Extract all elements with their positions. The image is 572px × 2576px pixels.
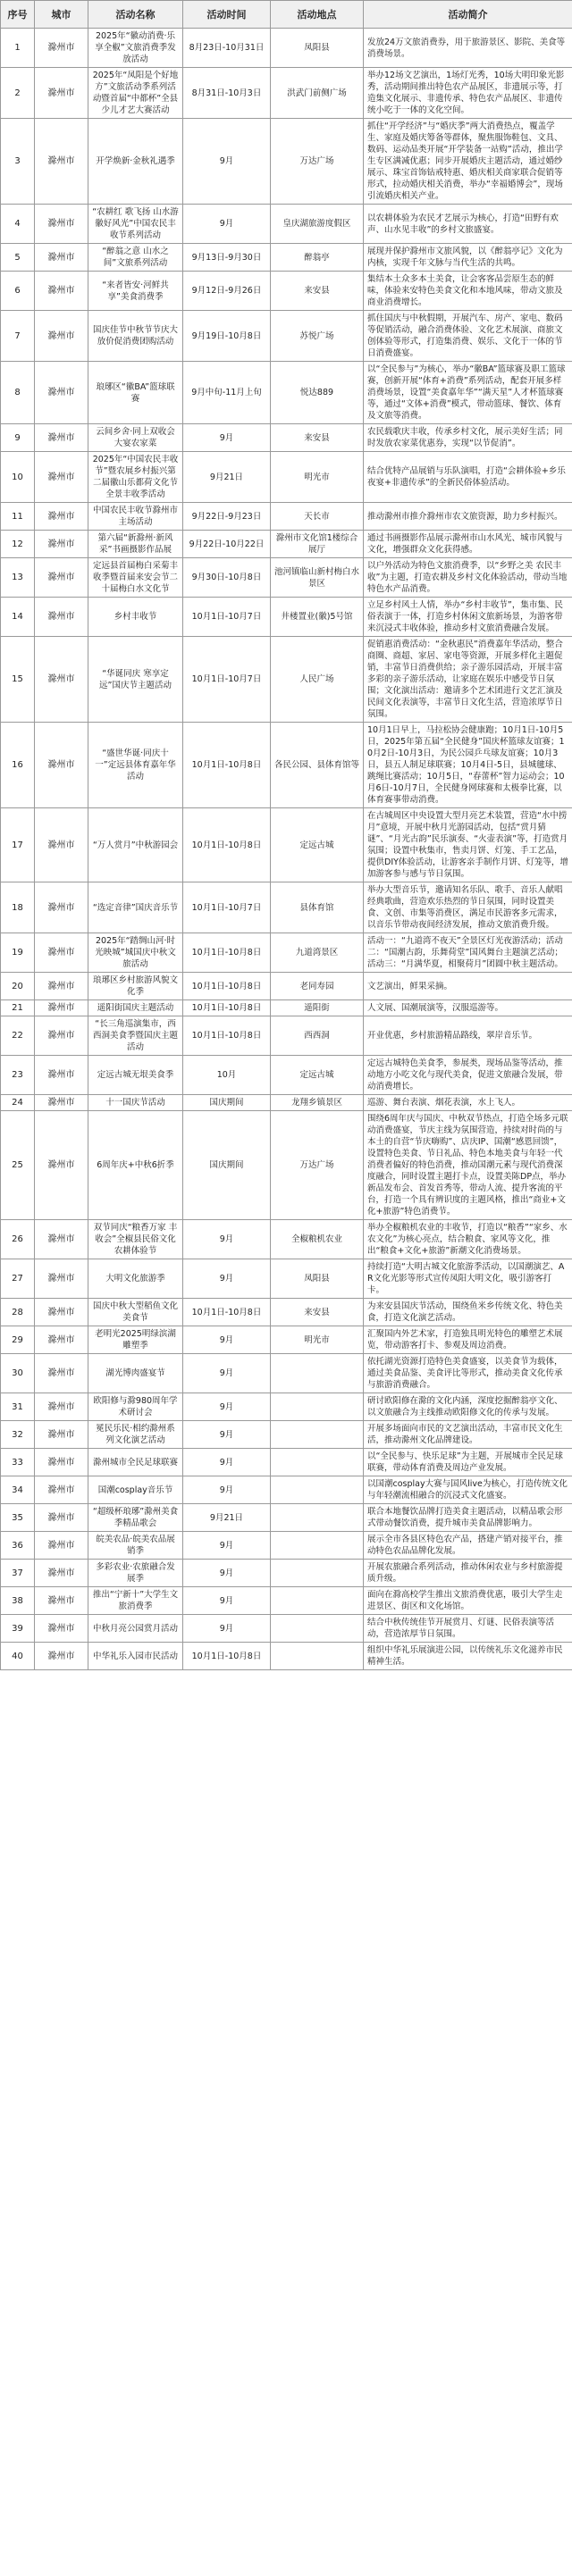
row-activity-place: 天长市 (271, 503, 364, 531)
row-city: 滁州市 (35, 882, 88, 933)
row-number: 21 (1, 1000, 35, 1016)
row-activity-name: “来者皆安·河鲜共享”美食消费季 (88, 272, 183, 311)
row-activity-name: 推出“宁新十”大学生文旅消费季 (88, 1587, 183, 1615)
row-activity-name: 十一国庆节活动 (88, 1095, 183, 1111)
table-row (1, 808, 572, 882)
row-number: 22 (1, 1016, 35, 1056)
row-activity-time: 10月1日-10月8日 (183, 1299, 271, 1326)
row-activity-time: 9月 (183, 1393, 271, 1421)
row-number: 4 (1, 205, 35, 244)
row-number: 1 (1, 29, 35, 68)
row-activity-time: 9月21日 (183, 1504, 271, 1532)
row-city: 滁州市 (35, 1000, 88, 1016)
row-number: 39 (1, 1615, 35, 1643)
table-row (1, 1354, 572, 1393)
row-activity-desc: 抓住国庆与中秋假期，开展汽车、房产、家电、数码等促销活动，融合消费体验、文化艺术展演、商旅文创体验等形式，打造集消费、娱乐、文化于一体的节日消费盛宴。 (364, 311, 572, 362)
row-city: 滁州市 (35, 973, 88, 1000)
row-activity-desc: 展示全市各县区特色农产品，搭建产销对接平台，推动特色农品品牌化发展。 (364, 1532, 572, 1560)
table-body (1, 29, 572, 1670)
row-activity-desc: 依托湖光资源打造特色美食盛宴，以美食节为载体，通过美食品鉴、美食评比等形式，推动美食文化传承与旅游消费融合。 (364, 1354, 572, 1393)
table-row (1, 598, 572, 637)
table-row (1, 1326, 572, 1354)
table-row (1, 1393, 572, 1421)
row-activity-desc: 巡游、舞台表演、烟花表演，水上飞人。 (364, 1095, 572, 1111)
row-activity-time: 9月30日-10月8日 (183, 558, 271, 598)
table-row (1, 531, 572, 558)
row-activity-time: 9月 (183, 1476, 271, 1504)
row-activity-desc: 以户外活动为特色文旅消费季，以“乡野之美 农民丰收”为主题，打造农耕及乡村文化体验活动，带动当地特色水产品消费。 (364, 558, 572, 598)
row-activity-desc: 为来安县国庆节活动，围绕鱼米乡传统文化、特色美食，打造文化演艺活动。 (364, 1299, 572, 1326)
row-city: 滁州市 (35, 1615, 88, 1643)
row-number: 7 (1, 311, 35, 362)
row-activity-name: 老明光2025明绿滨湖雕塑季 (88, 1326, 183, 1354)
row-number: 31 (1, 1393, 35, 1421)
row-city: 滁州市 (35, 1643, 88, 1670)
row-activity-desc: 10月1日早上，马拉松协会健康跑；10月1日-10月5日，2025年第五届“全民健身”国庆杯篮球友谊赛；10月2日-10月3日，为民公园乒乓球友谊赛；10月3日，县五人制足球联赛；10月4日-5日，县城毽球、跳绳比赛活动；10月5日，“春蕾杯”智力运动会；10月6日-10月7日，全民健身网球赛和太极拳比赛，以体育赛事带动消费。 (364, 723, 572, 808)
row-number: 19 (1, 933, 35, 973)
row-city: 滁州市 (35, 1476, 88, 1504)
row-city: 滁州市 (35, 1111, 88, 1220)
row-activity-place: 醉翁亭 (271, 244, 364, 272)
row-activity-time: 10月1日-10月7日 (183, 598, 271, 637)
row-activity-desc: 促销惠消费活动：“金秋惠民”消费嘉年华活动，整合商圈、商超、家居、家电等资源，开展多样化主题促销，丰富节日消费供给；亲子游乐园活动，开展丰富多彩的亲子游乐活动，让家庭在娱乐中感受节日氛围；文化演出活动：邀请多个艺术团进行文艺汇演及民间文化表演等，丰富节日文化生活，营造浓厚节日氛围。 (364, 637, 572, 723)
row-city: 滁州市 (35, 1393, 88, 1421)
row-number: 28 (1, 1299, 35, 1326)
row-activity-name: 中华礼乐入园市民活动 (88, 1643, 183, 1670)
row-activity-desc: 汇聚国内外艺术家，打造独具明光特色的雕塑艺术展览，带动游客打卡、参观及周边消费。 (364, 1326, 572, 1354)
table-row (1, 973, 572, 1000)
row-activity-time: 10月1日-10月8日 (183, 808, 271, 882)
row-activity-name: 大明文化旅游季 (88, 1259, 183, 1299)
table-row (1, 29, 572, 68)
table-row (1, 1504, 572, 1532)
row-number: 36 (1, 1532, 35, 1560)
table-row (1, 244, 572, 272)
header-name: 活动名称 (88, 1, 183, 29)
row-activity-place (271, 1449, 364, 1476)
row-number: 23 (1, 1056, 35, 1095)
row-number: 8 (1, 362, 35, 424)
header-no: 序号 (1, 1, 35, 29)
row-number: 13 (1, 558, 35, 598)
header-place: 活动地点 (271, 1, 364, 29)
row-number: 9 (1, 424, 35, 452)
table-row (1, 452, 572, 503)
row-activity-name: 皖美农品·皖美农品展销季 (88, 1532, 183, 1560)
row-city: 滁州市 (35, 933, 88, 973)
row-activity-place: 定远古城 (271, 808, 364, 882)
table-row (1, 1220, 572, 1259)
row-number: 14 (1, 598, 35, 637)
row-activity-place: 各民公园、县体育馆等 (271, 723, 364, 808)
row-activity-time: 9月12日-9月26日 (183, 272, 271, 311)
row-activity-time: 9月 (183, 1615, 271, 1643)
row-activity-time: 10月1日-10月8日 (183, 973, 271, 1000)
row-city: 滁州市 (35, 531, 88, 558)
header-city: 城市 (35, 1, 88, 29)
row-activity-desc: 通过书画摄影作品展示滁州市山水风光、城市风貌与文化，增强群众文化获得感。 (364, 531, 572, 558)
row-activity-time: 8月31日-10月3日 (183, 68, 271, 119)
row-city: 滁州市 (35, 1560, 88, 1587)
row-activity-name: 开学焕新·金秋礼遇季 (88, 119, 183, 205)
table-row (1, 119, 572, 205)
row-activity-desc: 农民载歌庆丰收，传承乡村文化，展示美好生活；同时发放农家菜优惠券，实现“以节促消”。 (364, 424, 572, 452)
row-activity-place: 皇庆湖旅游度假区 (271, 205, 364, 244)
row-activity-name: “华诞同庆 寒享定远”国庆节主题活动 (88, 637, 183, 723)
row-activity-place: 悦达889 (271, 362, 364, 424)
row-activity-desc: 展现并保护滁州市文旅风貌，以《醉翁亭记》文化为内核，实现千年文脉与当代生活的共鸣。 (364, 244, 572, 272)
table-row (1, 1000, 572, 1016)
row-activity-name: 中秋月亮公园赏月活动 (88, 1615, 183, 1643)
row-activity-name: “选定音律”国庆音乐节 (88, 882, 183, 933)
row-activity-desc: 文艺演出，鲜果采摘。 (364, 973, 572, 1000)
row-city: 滁州市 (35, 311, 88, 362)
table-row (1, 1421, 572, 1449)
row-number: 25 (1, 1111, 35, 1220)
row-activity-time: 9月 (183, 1421, 271, 1449)
row-activity-time: 9月21日 (183, 452, 271, 503)
row-activity-desc: 联合本地餐饮品牌打造美食主题活动，以精品歌会形式带动餐饮消费，提升城市美食品牌影响力。 (364, 1504, 572, 1532)
table-row (1, 1056, 572, 1095)
row-activity-time: 9月 (183, 1449, 271, 1476)
row-activity-name: 国庆佳节中秋节节庆大放价促消费团购活动 (88, 311, 183, 362)
row-activity-name: “农耕红 歌飞扬 山水游徽好风光”中国农民丰收节系列活动 (88, 205, 183, 244)
table-row (1, 1016, 572, 1056)
row-activity-desc: 以农耕体验为农民才艺展示为核心，打造“田野有欢声、山水见丰收”的乡村文旅盛宴。 (364, 205, 572, 244)
row-activity-name: “超级杯琅琊”滁州美食季精品歌会 (88, 1504, 183, 1532)
row-number: 3 (1, 119, 35, 205)
row-activity-place (271, 1560, 364, 1587)
table-row (1, 1615, 572, 1643)
table-row (1, 933, 572, 973)
row-city: 滁州市 (35, 723, 88, 808)
row-activity-name: 多彩农业·农旅融合发展季 (88, 1560, 183, 1587)
row-activity-name: 2025年“凤阳是个好地方”文旅活动季系列活动暨首届“中都杯”全县少儿才艺大赛活动 (88, 68, 183, 119)
row-activity-place: 明光市 (271, 1326, 364, 1354)
row-activity-desc: 定远古城特色美食季，参展类，现场品鉴等活动，推动地方小吃文化与现代美食，促进文旅融合发展，带动消费增长。 (364, 1056, 572, 1095)
row-activity-place: 老同寿园 (271, 973, 364, 1000)
row-activity-place: 人民广场 (271, 637, 364, 723)
row-activity-time: 10月1日-10月8日 (183, 1643, 271, 1670)
row-activity-time: 9月22日-9月23日 (183, 503, 271, 531)
table-row (1, 205, 572, 244)
row-activity-desc: 结合中秋传统佳节开展赏月、灯谜、民俗表演等活动，营造浓厚节日氛围。 (364, 1615, 572, 1643)
row-city: 滁州市 (35, 1421, 88, 1449)
row-activity-time: 10月1日-10月7日 (183, 882, 271, 933)
row-number: 32 (1, 1421, 35, 1449)
row-activity-time: 10月1日-10月8日 (183, 723, 271, 808)
row-city: 滁州市 (35, 1220, 88, 1259)
row-activity-desc: 以“全民参与”为核心，举办“徽BA”篮球赛及职工篮球赛，创新开展“体育+消费”系列活动，配套开展多样消费场景，设置“美食嘉年华”“满天星”人才杯篮球赛等，通过“文体+消费”模式，带动篮球、餐饮、体育及文旅等消费。 (364, 362, 572, 424)
row-number: 37 (1, 1560, 35, 1587)
row-activity-name: 湖光博肉盛宴节 (88, 1354, 183, 1393)
row-number: 15 (1, 637, 35, 723)
row-activity-desc: 集结本土众多本土美食，让会客客品尝原生态的鲜味，体验来安特色美食文化和本地风味，带动文旅及商业消费增长。 (364, 272, 572, 311)
row-activity-time: 10月1日-10月8日 (183, 1016, 271, 1056)
row-activity-place: 明光市 (271, 452, 364, 503)
row-city: 滁州市 (35, 637, 88, 723)
row-activity-name: 遥阳街国庆主题活动 (88, 1000, 183, 1016)
row-city: 滁州市 (35, 1587, 88, 1615)
row-activity-place: 来安县 (271, 272, 364, 311)
table-row (1, 1643, 572, 1670)
row-activity-desc: 持续打造“大明古城文化旅游季活动，以国潮演艺、AR文化光影等形式宣传凤阳大明文化，吸引游客打卡。 (364, 1259, 572, 1299)
table-row (1, 1532, 572, 1560)
row-activity-place: 万达广场 (271, 1111, 364, 1220)
row-activity-name: 第六届“新滁州·新风采”书画摄影作品展 (88, 531, 183, 558)
row-number: 35 (1, 1504, 35, 1532)
row-city: 滁州市 (35, 1532, 88, 1560)
table-row (1, 882, 572, 933)
row-city: 滁州市 (35, 598, 88, 637)
row-city: 滁州市 (35, 1095, 88, 1111)
row-city: 滁州市 (35, 1259, 88, 1299)
row-activity-time: 9月19日-10月8日 (183, 311, 271, 362)
table-row (1, 503, 572, 531)
row-activity-place: 九道湾景区 (271, 933, 364, 973)
row-activity-desc: 开展多场面向市民的文艺演出活动，丰富市民文化生活，推动滁州文化品牌建设。 (364, 1421, 572, 1449)
row-activity-desc: 面向在滁高校学生推出文旅消费优惠，吸引大学生走进景区、街区和文化场馆。 (364, 1587, 572, 1615)
row-city: 滁州市 (35, 119, 88, 205)
table-row (1, 424, 572, 452)
row-activity-place (271, 1643, 364, 1670)
row-number: 2 (1, 68, 35, 119)
row-activity-time: 10月 (183, 1056, 271, 1095)
row-activity-time: 9月 (183, 424, 271, 452)
row-activity-place: 池河镇临山新村梅白水景区 (271, 558, 364, 598)
row-number: 38 (1, 1587, 35, 1615)
table-row (1, 1259, 572, 1299)
row-activity-time: 国庆期间 (183, 1111, 271, 1220)
row-activity-name: 滁州城市全民足球联赛 (88, 1449, 183, 1476)
row-activity-time: 9月 (183, 1532, 271, 1560)
row-number: 30 (1, 1354, 35, 1393)
row-activity-name: 2025年“徽动消费·乐享全椒”文旅消费季发放活动 (88, 29, 183, 68)
row-activity-place: 洪武门前侧广场 (271, 68, 364, 119)
row-activity-time: 10月1日-10月8日 (183, 933, 271, 973)
row-activity-name: 国庆中秋大型稻鱼文化美食节 (88, 1299, 183, 1326)
row-activity-desc: 开业优惠，乡村旅游精品路线，翠岸音乐节。 (364, 1016, 572, 1056)
row-city: 滁州市 (35, 244, 88, 272)
row-activity-place: 西西洞 (271, 1016, 364, 1056)
row-city: 滁州市 (35, 1016, 88, 1056)
row-activity-place: 井楼置业(徽)5号馆 (271, 598, 364, 637)
row-activity-place: 凤阳县 (271, 29, 364, 68)
row-number: 5 (1, 244, 35, 272)
row-activity-place: 凤阳县 (271, 1259, 364, 1299)
header-desc: 活动简介 (364, 1, 572, 29)
row-city: 滁州市 (35, 452, 88, 503)
row-number: 6 (1, 272, 35, 311)
row-activity-time: 10月1日-10月7日 (183, 637, 271, 723)
row-activity-time: 9月 (183, 1326, 271, 1354)
table-row (1, 68, 572, 119)
table-row (1, 272, 572, 311)
row-activity-time: 9月 (183, 1220, 271, 1259)
row-city: 滁州市 (35, 808, 88, 882)
row-city: 滁州市 (35, 205, 88, 244)
row-city: 滁州市 (35, 1299, 88, 1326)
row-activity-time: 9月13日-9月30日 (183, 244, 271, 272)
row-number: 34 (1, 1476, 35, 1504)
table-row (1, 1299, 572, 1326)
row-activity-desc: 开展农旅融合系列活动，推动休闲农业与乡村旅游提质升级。 (364, 1560, 572, 1587)
row-activity-desc: 推动滁州市推介滁州市农文旅资源，助力乡村振兴。 (364, 503, 572, 531)
row-activity-time: 9月 (183, 1259, 271, 1299)
row-activity-name: “长三角巡演集市，西西洞美食季暨国庆主题活动 (88, 1016, 183, 1056)
row-activity-time: 9月中旬-11月上旬 (183, 362, 271, 424)
row-activity-desc: 以“全民参与、快乐足球”为主题，开展城市全民足球联赛，带动体育消费及周边产业发展。 (364, 1449, 572, 1476)
row-activity-desc: 立足乡村风土人情，举办“乡村丰收节”，集市集、民俗表演于一体，打造乡村休闲文旅新场景，为游客带来沉浸式丰收体验，推动乡村文旅消费融合发展。 (364, 598, 572, 637)
row-activity-name: 琅琊区“徽BA”篮球联赛 (88, 362, 183, 424)
row-activity-place (271, 1587, 364, 1615)
row-activity-place (271, 1393, 364, 1421)
row-number: 10 (1, 452, 35, 503)
row-activity-place: 万达广场 (271, 119, 364, 205)
row-activity-place (271, 1421, 364, 1449)
row-activity-place (271, 1615, 364, 1643)
row-city: 滁州市 (35, 1326, 88, 1354)
table-row (1, 637, 572, 723)
table-row (1, 311, 572, 362)
table-row (1, 1476, 572, 1504)
row-activity-desc: 举办大型音乐节，邀请知名乐队、歌手、音乐人献唱经典歌曲，营造欢乐热烈的节日氛围，同时设置美食、文创、市集等消费区，满足市民游客多元需求，以音乐节带动夜间经济发展，推动文旅消费升级。 (364, 882, 572, 933)
row-activity-time: 9月 (183, 1587, 271, 1615)
table-row (1, 1587, 572, 1615)
row-number: 40 (1, 1643, 35, 1670)
row-activity-desc: 围绕6周年庆与国庆、中秋双节热点，打造全场多元联动消费盛宴，节庆主线为氛围营造，持续对时尚的与本土的自营“节庆嗨购”、店庆IP、国潮“感恩回馈”，设置特色美食、节日礼品、特色本地美食与年轻一代消费者偏好的特色消费，推动国潮元素与现代消费深度融合，同时设置主题打卡点，设置美陈DP点，举办新品发布会、首发首秀等，带动人流、提升客流的平台，打造一个具有辨识度的主题风格，推出“商业+文化+旅游”特色消费节。 (364, 1111, 572, 1220)
row-activity-place: 龙翔乡镇景区 (271, 1095, 364, 1111)
row-activity-place (271, 1476, 364, 1504)
row-activity-name: 定远县首届梅白采菊丰收季暨首届来安会节二十届梅白水文化节 (88, 558, 183, 598)
row-activity-place: 来安县 (271, 1299, 364, 1326)
row-number: 12 (1, 531, 35, 558)
table-row (1, 1449, 572, 1476)
row-activity-place (271, 1532, 364, 1560)
row-activity-time: 9月 (183, 119, 271, 205)
row-city: 滁州市 (35, 558, 88, 598)
row-city: 滁州市 (35, 68, 88, 119)
row-city: 滁州市 (35, 362, 88, 424)
row-activity-name: 冕民乐民·相约滁州系列文化演艺活动 (88, 1421, 183, 1449)
row-activity-name: 欧阳修与滁980周年学术研讨会 (88, 1393, 183, 1421)
row-activity-desc: 组织中华礼乐展演进公园，以传统礼乐文化滋养市民精神生活。 (364, 1643, 572, 1670)
row-activity-desc: 在古城周区中央设置大型月亮艺术装置，营造“水中捞月”意境，开展中秋月光游园活动，包括“赏月猜谜”、“月光古韵”民乐演奏、“火壶表演”等，打造赏月氛围；设置中秋集市，售卖月饼、灯笼、手工艺品，提供DIY体验活动，让游客亲手制作月饼、灯笼等，增加游客参与感与节日氛围。 (364, 808, 572, 882)
row-activity-time: 9月 (183, 1560, 271, 1587)
row-activity-desc: 举办全椒粮机农业的丰收节，打造以“粮香”“家乡、水农文化”为核心亮点，结合粮食、家风等文化，推出“粮食+文化+旅游”新潮文化消费场景。 (364, 1220, 572, 1259)
table-header-row (1, 1, 572, 29)
row-activity-place (271, 1504, 364, 1532)
row-activity-name: 云间乡舍·同上双收会大宴农家菜 (88, 424, 183, 452)
row-city: 滁州市 (35, 503, 88, 531)
row-activity-place: 苏悦广场 (271, 311, 364, 362)
row-activity-place: 滁州市文化馆1楼综合展厅 (271, 531, 364, 558)
row-activity-desc: 研讨欧阳修在滁的文化内涵，深度挖掘醉翁亭文化、以文旅融合为主线推动欧阳修文化的传承与发展。 (364, 1393, 572, 1421)
row-activity-desc: 结合优特产品展销与乐队演唱，打造“会耕体验+乡乐夜宴+非遗传承”的全新民俗体验活动。 (364, 452, 572, 503)
row-activity-time: 9月22日-10月22日 (183, 531, 271, 558)
row-activity-name: 乡村丰收节 (88, 598, 183, 637)
row-city: 滁州市 (35, 272, 88, 311)
row-activity-time: 国庆期间 (183, 1095, 271, 1111)
row-number: 11 (1, 503, 35, 531)
row-activity-name: 中国农民丰收节滁州市主场活动 (88, 503, 183, 531)
row-number: 27 (1, 1259, 35, 1299)
row-activity-name: 6周年庆+中秋6折季 (88, 1111, 183, 1220)
row-number: 16 (1, 723, 35, 808)
row-number: 33 (1, 1449, 35, 1476)
row-activity-desc: 抓住“开学经济”与“婚庆季”两大消费热点，覆盖学生、家庭及婚庆筹备等群体，聚焦服饰鞋包、文具、数码、运动品类开展“开学装备一站购”活动，推出学生专区满减优惠；同步开展婚庆主题活动，通过婚纱展示、珠宝首饰钻戒特惠、婚庆相关商家联合促销等形式，拉动婚庆相关消费，举办“幸福婚博会”，现场引流婚庆相关产业。 (364, 119, 572, 205)
row-city: 滁州市 (35, 1504, 88, 1532)
row-activity-time: 9月 (183, 1354, 271, 1393)
row-activity-desc: 人文展、国潮展演等，汉服巡游等。 (364, 1000, 572, 1016)
row-number: 18 (1, 882, 35, 933)
row-number: 29 (1, 1326, 35, 1354)
row-city: 滁州市 (35, 29, 88, 68)
row-activity-name: 琅琊区乡村旅游风貌文化季 (88, 973, 183, 1000)
header-time: 活动时间 (183, 1, 271, 29)
row-city: 滁州市 (35, 1056, 88, 1095)
row-activity-name: 定远古城无垠美食季 (88, 1056, 183, 1095)
row-activity-time: 9月 (183, 205, 271, 244)
row-activity-desc: 活动一：“九道湾不夜天”全景区灯光夜游活动；活动二：“国潮古韵，乐舞荷堂”国风舞台主题演艺活动；活动三：“月满华夏，相聚荷月”团圆中秋主题活动。 (364, 933, 572, 973)
row-activity-desc: 发放24万文旅消费券，用于旅游景区、影院、美食等消费场景。 (364, 29, 572, 68)
row-activity-time: 8月23日-10月31日 (183, 29, 271, 68)
row-number: 17 (1, 808, 35, 882)
row-activity-place: 县体育馆 (271, 882, 364, 933)
row-activity-name: “醉翁之意 山水之间”文旅系列活动 (88, 244, 183, 272)
row-activity-place (271, 1354, 364, 1393)
row-number: 20 (1, 973, 35, 1000)
row-city: 滁州市 (35, 1354, 88, 1393)
row-activity-name: 国潮cosplay音乐节 (88, 1476, 183, 1504)
table-row (1, 362, 572, 424)
table-row (1, 1095, 572, 1111)
row-activity-name: 2025年“中国农民丰收节”暨农展乡村振兴第二届徽山乐都荷文化节全景丰收季活动 (88, 452, 183, 503)
row-activity-desc: 以国潮cosplay大赛与国风live为核心，打造传统文化与年轻潮流相融合的沉浸式文化盛宴。 (364, 1476, 572, 1504)
row-number: 24 (1, 1095, 35, 1111)
row-activity-place: 全椒粮机农业 (271, 1220, 364, 1259)
row-activity-name: 2025年“踏绸山河·时光映城”城国庆中秋文旅活动 (88, 933, 183, 973)
row-activity-place: 来安县 (271, 424, 364, 452)
row-city: 滁州市 (35, 1449, 88, 1476)
row-number: 26 (1, 1220, 35, 1259)
row-activity-time: 10月1日-10月8日 (183, 1000, 271, 1016)
row-activity-desc: 举办12场文艺演出，1场灯光秀，10场大明印象光影秀，活动期间推出特色农产品展区，非遗展示等，打造集文化展示、非遗传承、特色农产品展区、非遗传统小吃于一体的文化空间。 (364, 68, 572, 119)
row-activity-name: “万人赏月”中秋游园会 (88, 808, 183, 882)
table-row (1, 1111, 572, 1220)
table-row (1, 558, 572, 598)
row-activity-name: 双节同庆“粮香万家 丰收会”全椒县民俗文化农耕体验节 (88, 1220, 183, 1259)
table-row (1, 1560, 572, 1587)
row-activity-name: “盛世华诞·同庆十一”定远县体育嘉年华活动 (88, 723, 183, 808)
row-activity-place: 定远古城 (271, 1056, 364, 1095)
row-city: 滁州市 (35, 424, 88, 452)
row-activity-place: 遥阳街 (271, 1000, 364, 1016)
table-row (1, 723, 572, 808)
